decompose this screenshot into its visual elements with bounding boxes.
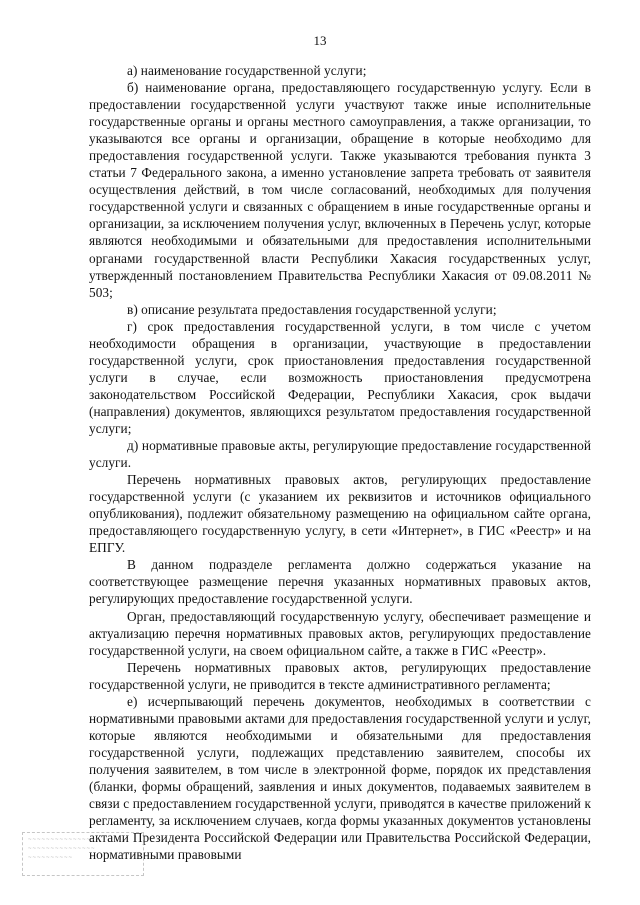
paragraph-e: е) исчерпывающий перечень документов, необходимых в соответствии с нормативными правовыми актами для предоставления государственной услуги и услуг, которые являются необходимыми и обязательными для предоставления государственной услуги, подлежащих представлению заявителем, способы их получения заявителем, в том числе в электронной форме, порядок их представления (бланки, формы обращений, заявления и иных документов, подаваемых заявителем в связи с предоставлением государственной услуги, приводятся в качестве приложений к регламенту, за исключением случаев, когда формы указанных документов установлены актами Президента Российской Федерации или Правительства Российской Федерации, нормативными правовыми bbox=[89, 693, 591, 863]
paragraph-not-included: Перечень нормативных правовых актов, регулирующих предоставление государственной услуги, не приводится в тексте административного регламента; bbox=[89, 659, 591, 692]
page-number: 13 bbox=[313, 33, 327, 48]
paragraph-g: г) срок предоставления государственной услуги, в том числе с учетом необходимости обращения в организации, участвующие в предоставлении государственной услуги, срок приостановления предоставления государственной услуги в случае, если возможность приостановления предусмотрена законодательством Российской Федерации, Республики Хакасия, срок выдачи (направления) документов, являющихся результатом предоставления государственной услуги; bbox=[89, 318, 591, 436]
stamp-line: ~~~~~~~~~~ bbox=[28, 855, 74, 861]
paragraph-b: б) наименование органа, предоставляющего государственную услугу. Если в предоставлении государственной услуги участвуют также иные исполнительные государственные органы и органы местного самоуправления, а также организации, то указываются все органы и организации, обращение в которые необходимо для предоставления государственной услуги. Также указываются требования пункта 3 статьи 7 Федерального закона, а именно установление запрета требовать от заявителя осуществления действий, в том числе согласований, необходимых для получения государственной услуги и связанных с обращением в иные государственные органы и организации, за исключением получения услуг, включенных в Перечень услуг, которые являются необходимыми и обязательными для предоставления исполнительными органами государственной власти Республики Хакасия государственных услуг, утвержденный постановлением Правительства Республики Хакасия от 09.08.2011 № 503; bbox=[89, 80, 591, 300]
paragraph-v: в) описание результата предоставления государственной услуги; bbox=[127, 301, 497, 317]
document-body bbox=[89, 62, 591, 863]
stamp-line: ~~~~~~~~~~~~~~~~ bbox=[28, 837, 101, 843]
paragraph-a: а) наименование государственной услуги; bbox=[127, 63, 367, 78]
stamp-line: ~~~~~~~~~~~~~~~ bbox=[28, 846, 96, 852]
paragraph-organ: Орган, предоставляющий государственную услугу, обеспечивает размещение и актуализацию перечня нормативных правовых актов, регулирующих предоставление государственной услуги, на своем официальном сайте, а также в ГИС «Реестр». bbox=[89, 608, 591, 658]
faded-stamp bbox=[22, 832, 144, 876]
paragraph-placement: В данном подразделе регламента должно содержаться указание на соответствующее размещение перечня указанных нормативных правовых актов, регулирующих предоставление государственной услуги. bbox=[89, 557, 591, 607]
paragraph-npa-list: Перечень нормативных правовых актов, регулирующих предоставление государственной услуги (с указанием их реквизитов и источников официального опубликования), подлежит обязательному размещению на официальном сайте органа, предоставляющего государственную услугу, в сети «Интернет», в ГИС «Реестр» и на ЕПГУ. bbox=[89, 472, 591, 556]
paragraph-d: д) нормативные правовые акты, регулирующие предоставление государственной услуги. bbox=[89, 438, 591, 471]
